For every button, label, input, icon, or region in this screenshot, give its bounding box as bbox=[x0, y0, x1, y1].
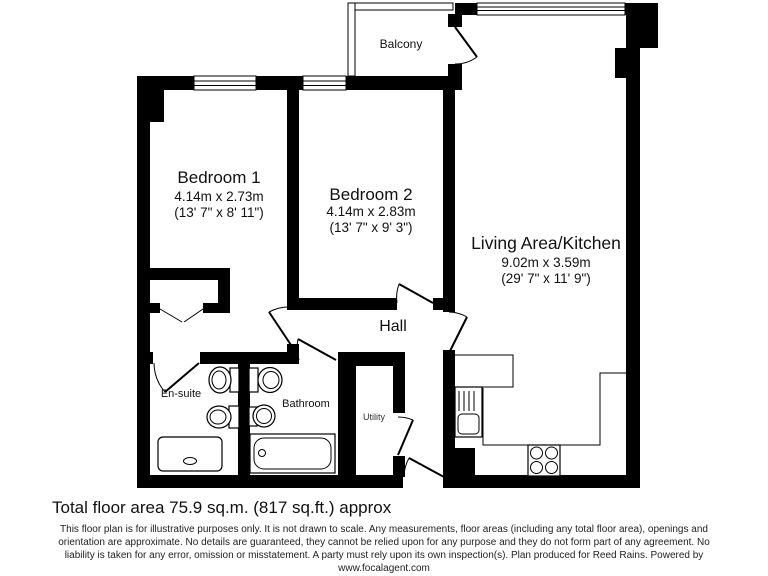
bathroom-door bbox=[297, 339, 336, 360]
balcony-label: Balcony bbox=[379, 37, 423, 51]
bedroom2-name: Bedroom 2 bbox=[329, 185, 413, 204]
ensuite-washbasin bbox=[207, 406, 239, 428]
bedroom2-dims-ft: (13' 7" x 9' 3") bbox=[329, 220, 413, 235]
living-room-door bbox=[449, 312, 467, 351]
bedroom1-label bbox=[174, 168, 264, 220]
utility-door bbox=[398, 417, 413, 455]
disclaimer bbox=[0, 523, 768, 575]
living-dims-m: 9.02m x 3.59m bbox=[501, 255, 591, 270]
disclaimer-line-2: orientation are approximate. No details are guaranteed, they cannot be relied upon for any purpose and they do not form part of any agreement. No bbox=[58, 537, 710, 548]
disclaimer-line-3: liability is taken for any error, omission or misstatement. A party must rely upon its own inspection(s). Plan produced for Reed Rains. Powered by bbox=[64, 550, 704, 561]
living-area-label bbox=[471, 233, 621, 286]
bedroom1-name: Bedroom 1 bbox=[177, 168, 261, 187]
bedroom1-dims-m: 4.14m x 2.73m bbox=[174, 189, 264, 204]
living-name: Living Area/Kitchen bbox=[471, 233, 621, 253]
disclaimer-line-1: This floor plan is for illustrative purposes only. It is not drawn to scale. Any measurements, floor areas (including any total floor area), openings and bbox=[60, 524, 708, 535]
total-floor-area: Total floor area 75.9 sq.m. (817 sq.ft.) approx bbox=[52, 498, 392, 517]
bedroom2-door bbox=[397, 284, 433, 303]
bedroom2-dims-m: 4.14m x 2.83m bbox=[326, 204, 416, 219]
balcony-door bbox=[455, 27, 477, 64]
wardrobe-doors bbox=[160, 309, 203, 322]
hall-label: Hall bbox=[379, 318, 407, 335]
bedroom1-window bbox=[194, 76, 256, 90]
utility-label: Utility bbox=[363, 412, 385, 422]
living-dims-ft: (29' 7" x 11' 9") bbox=[501, 271, 591, 286]
kitchen-sink bbox=[455, 387, 482, 437]
bedroom1-dims-ft: (13' 7" x 8' 11") bbox=[174, 205, 264, 220]
inner-lobby-door bbox=[269, 307, 293, 348]
bathroom-label: Bathroom bbox=[282, 398, 330, 410]
bathtub bbox=[250, 434, 335, 473]
bedroom2-label bbox=[326, 185, 415, 235]
bathroom-toilet bbox=[249, 368, 282, 393]
ensuite-toilet bbox=[209, 367, 239, 393]
entrance-door bbox=[404, 458, 444, 477]
ensuite-label: En-suite bbox=[160, 388, 202, 400]
hob bbox=[528, 445, 560, 476]
bedroom2-window bbox=[303, 76, 346, 90]
shower-tray bbox=[158, 437, 222, 471]
living-window bbox=[477, 3, 625, 15]
bathroom-washbasin bbox=[249, 405, 275, 427]
disclaimer-line-4: www.focalagent.com bbox=[338, 563, 430, 574]
